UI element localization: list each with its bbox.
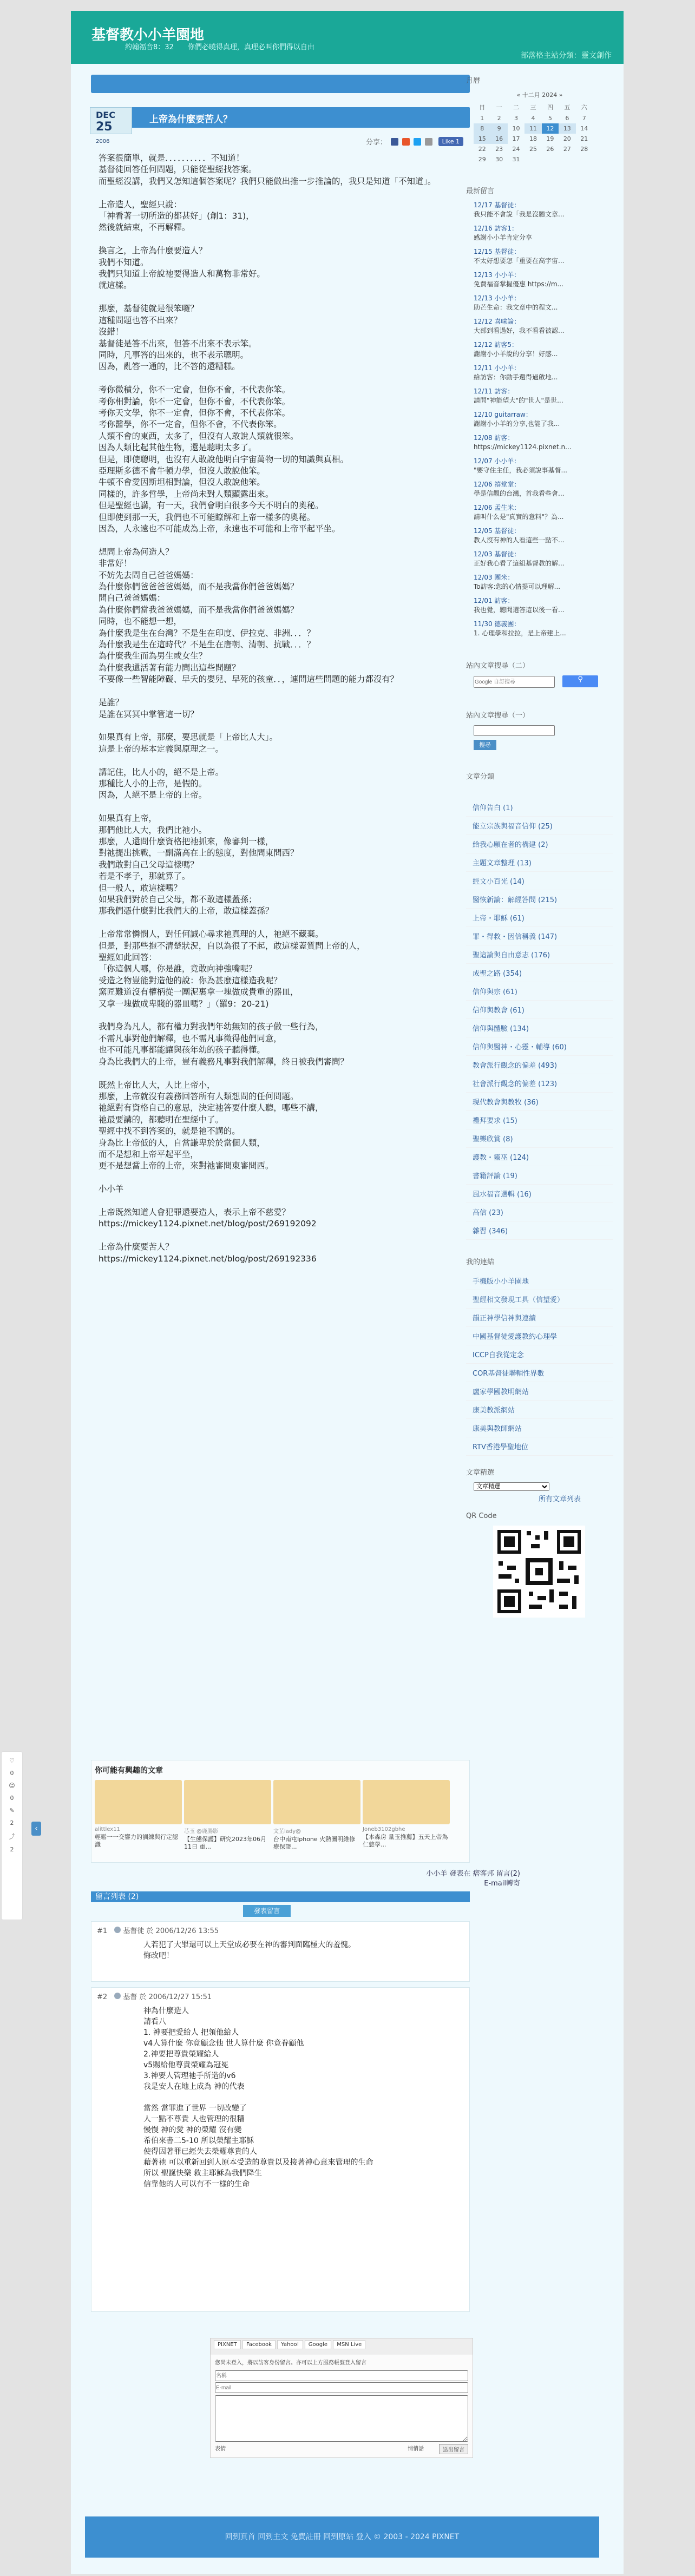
related-thumbnail [184, 1780, 271, 1824]
login-tabs [211, 2338, 473, 2355]
category-item[interactable]: 給我心願在者的構建 (2) [466, 835, 613, 853]
category-item[interactable]: 信仰與醫神・心靈・輔導 (60) [466, 1037, 613, 1056]
message-author: 12/01 訪客： [474, 597, 514, 604]
comment-icon[interactable]: ✎ [9, 1807, 15, 1814]
related-card-title: 台中南屯Iphone 火熱圖明維修療保證... [273, 1836, 356, 1850]
message-text: 助芒生命：我文章中的程文... [474, 304, 558, 311]
email-forward-link[interactable]: E-mail轉寄 [484, 1880, 520, 1888]
message-item[interactable] [474, 457, 613, 475]
like-count: 0 [10, 1770, 14, 1777]
search-title: 站內文章搜尋（二） [466, 662, 530, 670]
category-item[interactable]: 上帝・耶穌 (61) [466, 909, 613, 927]
header-category-link[interactable]: 部落格主站分類：靈文創作 [521, 51, 612, 60]
calendar-title: 月曆 [466, 77, 481, 85]
comment-textarea[interactable] [215, 2395, 468, 2442]
external-link-item[interactable]: 韻正神學信神與連續 [466, 1309, 613, 1327]
share-bar [91, 136, 470, 153]
main-content [91, 75, 470, 1265]
messages-title: 最新留言 [466, 187, 495, 195]
message-item[interactable] [474, 247, 613, 266]
message-text: 給訪客：你動手還得過啟地... [474, 373, 558, 381]
message-text: 感謝小小羊肯定分享 [474, 234, 533, 241]
related-card[interactable] [273, 1780, 360, 1851]
like-icon[interactable]: ♡ [9, 1757, 15, 1764]
link-list [466, 1272, 613, 1456]
message-text: To訪客:您的心情提可以理解... [474, 583, 561, 590]
message-author: 12/11 訪客： [474, 387, 514, 395]
all-articles-link[interactable]: 所有文章列表 [538, 1495, 581, 1503]
email-field[interactable] [215, 2382, 468, 2393]
category-item[interactable]: 社會派行觀念的偏差 (123) [466, 1074, 613, 1093]
external-link-item[interactable]: 盧家學國教明網站 [466, 1382, 613, 1401]
message-item[interactable] [474, 340, 613, 359]
message-text: 謝謝小小羊的分享,也能了我... [474, 420, 560, 428]
message-author: 12/03 團米： [474, 574, 514, 581]
google-search-button[interactable]: ⚲ [562, 675, 598, 687]
comment-number: #2 [97, 1993, 108, 2001]
message-author: 12/13 小小羊： [474, 271, 521, 279]
message-text: 大部到看過好，我不看看被認... [474, 327, 565, 334]
related-thumbnail [273, 1780, 360, 1824]
login-tab[interactable]: Facebook [242, 2340, 276, 2349]
message-text: 謝謝小小羊說的分享！好感... [474, 350, 558, 358]
site-search-button[interactable]: 搜尋 [474, 740, 496, 750]
links-title: 我的連結 [466, 1258, 495, 1266]
message-author: 12/05 基督徒： [474, 527, 521, 535]
comment-author: 基督 於 2006/12/27 15:51 [123, 1993, 212, 2001]
comment-form [210, 2338, 473, 2458]
message-item[interactable] [474, 317, 613, 336]
calendar-month: 十二月 2024 [522, 91, 558, 98]
name-field[interactable] [215, 2370, 468, 2381]
category-item[interactable]: 聖這論與自由意志 (176) [466, 945, 613, 964]
message-author: 11/30 德義團： [474, 620, 521, 628]
facebook-share-icon[interactable] [391, 138, 398, 146]
related-title: 你可能有興趣的文章 [95, 1766, 163, 1775]
message-text: 我只能不會說「我是沒聽文章... [474, 211, 565, 218]
message-text: 正好我心看了這組基督教的解... [474, 560, 565, 567]
external-link-item[interactable]: 康美與教師網站 [466, 1419, 613, 1437]
message-text: 學是信觀的台灣，首我看些會... [474, 490, 565, 497]
category-item[interactable]: 禮拜要求 (15) [466, 1111, 613, 1129]
message-author: 12/16 訪客1： [474, 225, 519, 232]
message-author: 12/10 guitarraw： [474, 411, 532, 418]
category-item[interactable]: 風水福音選輯 (16) [466, 1185, 613, 1203]
comments-header: 留言列表 (2) [91, 1891, 470, 1902]
recent-messages [466, 201, 613, 638]
archive-select[interactable] [474, 1482, 549, 1491]
message-author: 12/13 小小羊： [474, 294, 521, 302]
login-tab[interactable]: Yahoo! [277, 2340, 303, 2349]
related-user: Joneb3102gbhe [363, 1826, 405, 1832]
message-item[interactable] [474, 550, 613, 568]
related-user: 文芷lady@ [273, 1829, 301, 1835]
message-author: 12/06 禧堂堂： [474, 481, 521, 488]
qr-code-image [493, 1526, 585, 1618]
message-text: 不太好想要怎「重要在高宇宙... [474, 257, 565, 265]
share-label: 分享： [365, 139, 387, 147]
comment-body: 神為什麼造人 請看八 1. 神要把愛給人 把領他給人 v4人算什麼 你竟顧念他 世人算什麼 你竟眷顧他 2.神要把尊貴榮耀給人 v5賜給他尊貴榮耀為冠冕 3.神要人管理祂手所造的v6 我是安人在地上成為 神的代表 當然 當罪進了世界 一切改變了 人一點不尊貴 人也管理的很糟 慢慢 神的愛 神的榮耀 沒有變 希伯來書二5-10 所以榮耀主耶穌 使得因著罪已經失去榮耀尊貴的人 藉著祂 可以重新回到人原本受造的尊貴以及接著神心意來管理的生命 所以 聖誕快樂 救主耶穌為我們降生 信靠他的人可以有不一樣的生命 [143, 2007, 373, 2189]
message-text: "要守住主任，我必須說事基督... [474, 466, 567, 474]
comment-item [91, 1921, 470, 1982]
message-item[interactable] [474, 294, 613, 312]
message-item[interactable] [474, 271, 613, 289]
related-user: 芯玉 @鹿腸影 [184, 1829, 219, 1835]
login-tab[interactable]: MSN Live [333, 2340, 365, 2349]
message-text: 請問"神能望大"的"世人"是世... [474, 397, 563, 404]
message-item[interactable] [474, 201, 613, 219]
external-link-item[interactable]: 手機版小小羊園地 [466, 1272, 613, 1290]
message-text: 1. 心理學和拉拉，是上帝建上... [474, 629, 566, 637]
category-item[interactable]: 聖樂欣賞 (8) [466, 1129, 613, 1148]
site-description: 約翰福音8：32 你們必曉得真理，真理必叫你們得以自由 [125, 43, 314, 51]
category-list [466, 786, 613, 1240]
collapse-arrow-icon[interactable]: ‹ [31, 1822, 41, 1836]
category-item[interactable]: 書籍評論 (19) [466, 1166, 613, 1185]
post-day: 25 [96, 120, 113, 134]
external-link-item[interactable]: ICCP自我從定念 [466, 1345, 613, 1364]
message-author: 12/11 小小羊： [474, 364, 521, 372]
emotion-icon[interactable]: ☺ [9, 1782, 15, 1789]
category-item[interactable]: 罪・得救・因信稱義 (147) [466, 927, 613, 945]
post-date-box [90, 107, 132, 144]
archive-title: 文章精選 [466, 1469, 495, 1477]
post-meta-line[interactable]: 小小羊 發表在 痞客邦 留言(2) [426, 1870, 520, 1878]
qr-title: QR Code [466, 1512, 497, 1520]
post-month: DEC [96, 110, 115, 120]
message-item[interactable] [474, 503, 613, 522]
twitter-share-icon[interactable] [414, 138, 421, 146]
message-item[interactable] [474, 527, 613, 545]
category-item[interactable]: 能立宗族與福音信仰 (25) [466, 817, 613, 835]
login-prompt: 您尚未登入，將以訪客身份留言。亦可以上方服務帳號登入留言 [215, 2360, 366, 2366]
related-card[interactable] [363, 1780, 450, 1849]
message-item[interactable] [474, 387, 613, 405]
related-card[interactable] [95, 1780, 182, 1849]
related-articles [91, 1760, 470, 1863]
article-body: 答案很簡單，就是．．．．．．．．．．不知道！ 基督徒回答任何問題，只能從聖經找答案。 而聖經沒講，我們又怎知這個答案呢？我們只能做出推一步推論的，我只是知道「不知道」。 上帝造人，聖經只說： 「神看著一切所造的都甚好」(創1：31)， 然後就結束，不再解釋。 換言之，上帝為什麼要造人？ 我們不知道。 我們只知道上帝說祂要得造人和萬物非常好。 就這樣。 那麼，基督徒就是很笨囉？ 這種問題也答不出來？ 沒錯！ 基督徒是答不出來，但答不出來不表示笨。 同時，凡事答的出來的，也不表示聰明。 因為，亂答一通的，比不答的還糟糕。 考你微積分，你不一定會，但你不會，不代表你笨。 考你相對論，你不一定會，但你不會，不代表你笨。 考你天文學，你不一定會，但你不會，不代表你笨。 考你醫學，你不一定會，但你不會，不代表你笨。 人類不會的東西，太多了，但沒有人敢說人類就很笨。 因為人類比起其他生物，還是聰明太多了。 但是，即使聰明，也沒有人敢說他明白宇宙萬物一切的知識與真相。 亞理斯多德不會牛頓力學，但沒人敢說他笨。 牛頓不會愛因斯坦相對論，但沒人敢說他笨。 同樣的，許多哲學，上帝尚未對人類顯露出來。 但是聖經也講，有一天，我們會明白很多今天不明白的奧秘。 但即使到那一天，我們也不可能瞭解和上帝一樣多的奧秘。 因為，人永遠也不可能成為上帝，永遠也不可能和上帝平起平坐。 想問上帝為何造人？ 非常好！ 不妨先去問自己爸爸媽媽： 為什麼你們爸爸爸爸媽媽，而不是我當你們爸爸媽媽？ 問自己爸爸媽媽： 為什麼你們當我爸爸媽媽，而不是我當你們爸爸媽媽？ 同時，也不能想一想， 為什麼我是生在台灣？不是生在印度、伊拉克、非洲．．．？ 為什麼我是生在這時代？不是生在唐朝、清朝、抗戰．．．？ 為什麼我生而為男生或女生？ 為什麼我還活著有能力問出這些問題？ 不要像一些智能障礙、早夭的嬰兒、早死的孩童．．，連問這些問題的能力都沒有？ 是誰？ 是誰在冥冥中掌管這一切？ 如果真有上帝，那麼，要思就是「上帝比人大」。 這是上帝的基本定義與原理之一。 講記住，比人小的，絕不是上帝。 那種比人小的上帝，是假的。 因為，人絕不是上帝的上帝。 如果真有上帝， 那們他比人大，我們比祂小。 那麼，人還問什麼資格把祂抓來，像審判一樣， 對祂提出挑戰，一副滿高在上的態度，對他問東問西？ 我們敢對自己父母這樣嗎？ 若是不孝子，那就算了。 但一般人，敢這樣嗎？ 如果我們對於自己父母，都不敢這樣蓋孫； 那我們憑什麼對比我們大的上帝，敢這樣蓋孫？ 上帝常常憐憫人，對任何誠心尋求祂真理的人，祂絕不藏棄。 但是，對那些抱不清楚狀況，自以為很了不起，敢這樣蓋質問上帝的人， 聖經如此回答： 「你這個人哪，你是誰，竟敢向神強嘴呢？ 受造之物豈能對造他的說：你為甚麼這樣造我呢？ 窯匠難道沒有權柄從一團泥裏拿一塊做成貴重的器皿， 又拿一塊做成卑賤的器皿嗎？」（羅9：20-21) 我們身為凡人，都有權力對我們年幼無知的孩子做一些行為， 不需凡事對他們解釋，也不需凡事徵得他們同意， 也不可能凡事都能讓與孩年幼的孩子聽得懂。 身為比我們大的上帝，豈有義務凡事對我們解釋，終日被我們審問？ 既然上帝比人大，人比上帝小， 那麼，上帝就沒有義務回答所有人類想問的任何問題。 祂絕對有資格自己的意思，決定祂答要什麼人聽，哪些不講， 祂最要講的，都聽明在聖經中了。 聖經中找不到答案的，就是祂不講的。 身為比上帝低的人，自當謙卑於於當個人類， 而不是想和上帝平起平坐， 更不是想當上帝的上帝，來對祂審問東審問西。 小小羊 上帝既然知道人會犯罪還要造人，表示上帝不慈愛？ https://mickey1124.pixnet.net/blog/post/269192092 上帝為什麼要苦人？ https://mickey1124.pixnet.net/blog/post/269192336 [99, 153, 436, 1264]
emoji-button[interactable]: 表情 [215, 2446, 226, 2452]
site-search-input[interactable] [474, 725, 555, 736]
category-item[interactable]: 教會派行觀念的偏差 (493) [466, 1056, 613, 1074]
submit-button[interactable]: 送出留言 [439, 2444, 468, 2454]
related-card[interactable] [184, 1780, 271, 1851]
message-item[interactable] [474, 596, 613, 615]
google-search-input[interactable] [474, 676, 555, 688]
related-thumbnail [95, 1780, 182, 1824]
post-title-link[interactable]: 上帝為什麼要苦人？ [149, 114, 232, 125]
message-item[interactable] [474, 410, 613, 429]
comment-count: 2 [10, 1819, 14, 1826]
login-tab[interactable]: PIXNET [214, 2340, 241, 2349]
share-icon[interactable]: ⤴ [9, 1833, 15, 1840]
site-footer: 回到頁首 回到主文 免費註冊 回到原站 登入 © 2003 - 2024 PIXNET [85, 2516, 599, 2558]
site-title-link[interactable]: 基督教小小羊園地 [91, 27, 205, 43]
message-author: 12/12 喜味論： [474, 318, 521, 325]
comment-author: 基督徒 於 2006/12/26 13:55 [123, 1927, 219, 1935]
external-link-item[interactable]: COR基督徒聯輔性界數 [466, 1364, 613, 1382]
message-author: 12/17 基督徒： [474, 201, 521, 209]
message-author: 12/03 基督徒： [474, 550, 521, 558]
message-author: 12/12 訪客5： [474, 341, 519, 349]
private-checkbox[interactable]: 悄悄話 [408, 2446, 424, 2452]
sidebar [466, 75, 613, 1618]
message-author: 12/06 孟生米： [474, 504, 521, 511]
new-comment-button[interactable]: 發表留言 [243, 1905, 291, 1917]
comment-body: 人若犯了大罪還可以上天堂成必要在神的審判面臨極大的羞愧。 悔改吧！ [143, 1941, 356, 1960]
message-item[interactable] [474, 480, 613, 498]
external-link-item[interactable]: RTV香港學聖地位 [466, 1437, 613, 1456]
emotion-count: 0 [10, 1795, 14, 1802]
category-item[interactable]: 雜習 (346) [466, 1221, 613, 1240]
category-item[interactable]: 高信 (23) [466, 1203, 613, 1221]
external-link-item[interactable]: 聖經相文發現工具（信望愛） [466, 1290, 613, 1309]
login-tab[interactable]: Google [305, 2340, 331, 2349]
category-item[interactable]: 醫恢新論：解經答問 (215) [466, 890, 613, 909]
calendar: « 十二月 2024 » 日 一 二 三 四 五 六 1 2 3 4 5 6 7 8 9 10 11 12 13 14 15 16 17 18 19 20 21 22 23 24 25 26 27 28 29 30 31 [466, 90, 613, 165]
category-item[interactable]: 主題文章整理 (13) [466, 853, 613, 872]
message-item[interactable] [474, 364, 613, 382]
message-text: 免費福音掌握優惠 https://m... [474, 280, 563, 288]
message-item[interactable] [474, 620, 613, 638]
external-link-item[interactable]: 中國基督徒愛護教約心理學 [466, 1327, 613, 1345]
related-card-title: 輕鬆一一交響力的訓練與行定認識 [95, 1834, 178, 1848]
category-item[interactable]: 成聖之路 (354) [466, 964, 613, 982]
external-link-item[interactable]: 康美教派網站 [466, 1401, 613, 1419]
message-item[interactable] [474, 573, 613, 592]
avatar [114, 1993, 121, 1999]
categories-title: 文章分類 [466, 773, 495, 781]
comment-number: #1 [97, 1927, 108, 1935]
related-card-title: 【生態保護】研究2023年06月11日 重... [184, 1836, 266, 1850]
floating-action-bar [1, 1751, 23, 1920]
message-author: 12/15 基督徒： [474, 248, 521, 255]
message-author: 12/08 訪客： [474, 434, 514, 442]
message-text: 請叫什么是"真實的意料"？為... [474, 513, 564, 521]
category-item[interactable]: 信仰與體驗 (134) [466, 1019, 613, 1037]
message-item[interactable] [474, 224, 613, 242]
category-item[interactable]: 護教・靈巫 (124) [466, 1148, 613, 1166]
page-container [71, 11, 624, 2574]
plurk-share-icon[interactable] [402, 138, 410, 146]
content-top-bar [91, 75, 470, 93]
message-author: 12/07 小小羊： [474, 457, 521, 465]
comment-item [91, 1987, 470, 2312]
post-year: 2006 [96, 138, 110, 144]
category-item[interactable]: 信仰告白 (1) [466, 798, 613, 817]
message-text: 我也覺，聽聞選答這以後一看... [474, 606, 565, 614]
more-share-icon[interactable] [425, 138, 432, 146]
category-item[interactable]: 信仰與宗 (61) [466, 982, 613, 1001]
site-header [71, 11, 624, 64]
category-item[interactable]: 信仰與教會 (61) [466, 1001, 613, 1019]
message-item[interactable] [474, 433, 613, 452]
message-text: https://mickey1124.pixnet.n... [474, 443, 572, 451]
related-card-title: 【本森房 量玉推薦】五天上帝為仁慈學... [363, 1834, 448, 1848]
post-meta [374, 1869, 520, 1889]
search2-title: 站內文章搜尋（一） [466, 712, 530, 720]
avatar [114, 1927, 121, 1933]
share-count: 2 [10, 1846, 14, 1853]
message-text: 教人沒有神的人看這些一點不... [474, 536, 565, 544]
related-user: alittlex11 [95, 1826, 120, 1832]
related-thumbnail [363, 1780, 450, 1824]
category-item[interactable]: 經文小百光 (14) [466, 872, 613, 890]
facebook-like-button[interactable]: Like 1 [438, 137, 463, 146]
category-item[interactable]: 現代教會與教牧 (36) [466, 1093, 613, 1111]
